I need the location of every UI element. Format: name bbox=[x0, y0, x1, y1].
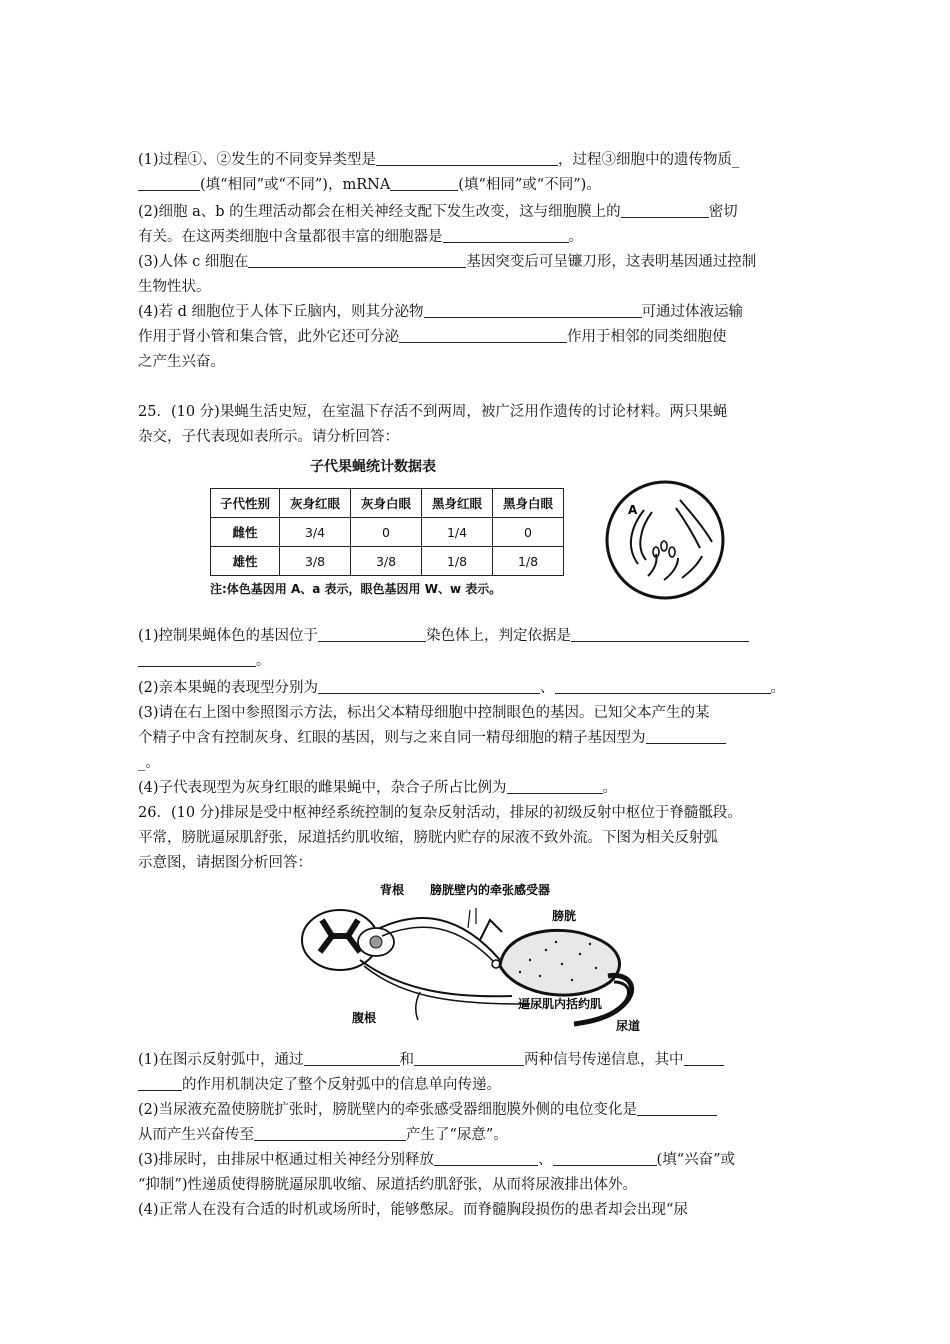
answer-blank[interactable] bbox=[553, 1148, 657, 1166]
answer-blank[interactable] bbox=[637, 1098, 717, 1116]
table-cell: 3/8 bbox=[351, 547, 422, 576]
answer-blank[interactable] bbox=[434, 1148, 538, 1166]
q24-part2 bbox=[138, 200, 818, 250]
table-cell: 1/4 bbox=[422, 518, 493, 547]
sphincter bbox=[614, 982, 629, 1010]
text: 。 bbox=[770, 680, 786, 696]
answer-blank[interactable] bbox=[138, 173, 200, 191]
cell-diagram bbox=[600, 478, 740, 608]
answer-blank[interactable] bbox=[138, 649, 256, 667]
q25-part1 bbox=[138, 624, 818, 674]
text: _。 bbox=[138, 755, 160, 771]
q26-part3 bbox=[138, 1148, 818, 1198]
table-header-cell: 黑身红眼 bbox=[422, 489, 493, 518]
text: 25．(10 分)果蝇生活史短，在室温下存活不到两周，被广泛用作遗传的讨论材料。两只果蝇 bbox=[138, 404, 728, 420]
table-header-cell: 黑身白眼 bbox=[493, 489, 564, 518]
text: (4)若 d 细胞位于人体下丘脑内，则其分泌物 bbox=[138, 304, 424, 320]
text: (3)排尿时，由排尿中枢通过相关神经分别释放 bbox=[138, 1152, 435, 1168]
table-row bbox=[211, 518, 564, 547]
answer-blank[interactable] bbox=[138, 1073, 182, 1091]
text: (填“兴奋”或 bbox=[656, 1152, 736, 1168]
table-cell: 0 bbox=[493, 518, 564, 547]
label-bladder: 膀胱 bbox=[552, 909, 577, 923]
spinal-cord bbox=[302, 910, 394, 970]
q26-intro bbox=[138, 801, 818, 876]
text: 染色体上，判定依据是 bbox=[426, 628, 572, 644]
text: 。 bbox=[602, 780, 618, 796]
answer-blank[interactable] bbox=[555, 676, 771, 694]
text: 26．(10 分)排尿是受中枢神经系统控制的复杂反射活动，排尿的初级反射中枢位于脊髓骶段。 bbox=[138, 805, 742, 821]
q24-part4 bbox=[138, 300, 818, 375]
answer-blank[interactable] bbox=[507, 776, 603, 794]
receptor-marker bbox=[480, 920, 502, 940]
text: (填“相同”或“不同”)，mRNA bbox=[200, 177, 391, 193]
text: 生物性状。 bbox=[138, 279, 211, 295]
text: 平常，膀胱逼尿肌舒张，尿道括约肌收缩，膀胱内贮存的尿液不致外流。下图为相关反射弧 bbox=[138, 830, 718, 846]
chromosome bbox=[682, 556, 702, 578]
text: (4)正常人在没有合适的时机或场所时，能够憋尿。而脊髓胸段损伤的患者却会出现“尿 bbox=[138, 1202, 688, 1218]
table-header-cell: 子代性别 bbox=[211, 489, 280, 518]
text: 和 bbox=[399, 1052, 415, 1068]
text: 、 bbox=[540, 680, 555, 696]
answer-blank[interactable] bbox=[684, 1048, 724, 1066]
table-header-cell: 灰身红眼 bbox=[280, 489, 351, 518]
text: 从而产生兴奋传至 bbox=[138, 1127, 254, 1143]
answer-blank[interactable] bbox=[399, 325, 567, 343]
label-muscles: 逼尿肌内括约肌 bbox=[518, 997, 603, 1011]
text: 作用于肾小管和集合管，此外它还可分泌 bbox=[138, 329, 399, 345]
chromosome bbox=[664, 558, 678, 580]
table-cell: 1/8 bbox=[493, 547, 564, 576]
text: 。 bbox=[256, 653, 271, 669]
table-note: 注:体色基因用 A、a 表示，眼色基因用 W、w 表示。 bbox=[210, 582, 502, 596]
table-cell: 0 bbox=[351, 518, 422, 547]
label-dorsal-root: 背根 bbox=[380, 883, 405, 897]
text: 个精子中含有控制灰身、红眼的基因，则与之来自同一精母细胞的精子基因型为 bbox=[138, 730, 646, 746]
receptor-fibers bbox=[468, 908, 476, 928]
table-cell: 3/8 bbox=[280, 547, 351, 576]
text: 示意图，请据图分析回答： bbox=[138, 855, 312, 871]
table-cell: 3/4 bbox=[280, 518, 351, 547]
text: 可通过体液运输 bbox=[641, 304, 744, 320]
text: (1)控制果蝇体色的基因位于 bbox=[138, 628, 319, 644]
q25-intro bbox=[138, 400, 818, 450]
answer-blank[interactable] bbox=[621, 200, 709, 218]
answer-blank[interactable] bbox=[571, 624, 749, 642]
text: “抑制”)性递质使得膀胱逼尿肌收缩、尿道括约肌舒张，从而将尿液排出体外。 bbox=[138, 1177, 637, 1193]
answer-blank[interactable] bbox=[390, 173, 458, 191]
text: 的作用机制决定了整个反射弧中的信息单向传递。 bbox=[182, 1077, 501, 1093]
chromosome bbox=[640, 512, 652, 560]
q26-part1 bbox=[138, 1048, 818, 1098]
gene-label-a: A bbox=[628, 503, 638, 517]
reflex-arc-diagram bbox=[290, 880, 660, 1040]
answer-blank[interactable] bbox=[248, 250, 466, 268]
table-cell: 雄性 bbox=[211, 547, 280, 576]
text: 杂交，子代表现如表所示。请分析回答： bbox=[138, 429, 399, 445]
label-stretch-receptor: 膀胱壁内的牵张感受器 bbox=[430, 883, 551, 897]
text: (1)在图示反射弧中，通过 bbox=[138, 1052, 304, 1068]
table-row bbox=[211, 547, 564, 576]
text: (4)子代表现型为灰身红眼的雌果蝇中，杂合子所占比例为 bbox=[138, 780, 507, 796]
q26-part2 bbox=[138, 1098, 818, 1148]
text: ，过程③细胞中的遗传物质_ bbox=[558, 152, 740, 168]
table-header-cell: 灰身白眼 bbox=[351, 489, 422, 518]
q25-part4 bbox=[138, 776, 818, 801]
bladder bbox=[500, 930, 620, 995]
answer-blank[interactable] bbox=[254, 1123, 406, 1141]
answer-blank[interactable] bbox=[304, 1048, 400, 1066]
q25-part2 bbox=[138, 676, 818, 701]
table-cell: 雌性 bbox=[211, 518, 280, 547]
text: (3)人体 c 细胞在 bbox=[138, 254, 249, 270]
cell-membrane bbox=[607, 482, 723, 598]
q24-part1 bbox=[138, 148, 818, 198]
text: (1)过程①、②发生的不同变异类型是 bbox=[138, 152, 377, 168]
afferent-nerve bbox=[380, 918, 500, 960]
text: (2)亲本果蝇的表现型分别为 bbox=[138, 680, 319, 696]
chromosome bbox=[631, 510, 644, 564]
text: (2)当尿液充盈使膀胱扩张时，膀胱壁内的牵张感受器细胞膜外侧的电位变化是 bbox=[138, 1102, 638, 1118]
q24-part3 bbox=[138, 250, 818, 300]
answer-blank[interactable] bbox=[376, 148, 558, 166]
table-title: 子代果蝇统计数据表 bbox=[310, 459, 436, 475]
text: 作用于相邻的同类细胞使 bbox=[567, 329, 727, 345]
chromosome bbox=[676, 508, 700, 548]
answer-blank[interactable] bbox=[424, 300, 642, 318]
answer-blank[interactable] bbox=[646, 726, 726, 744]
afferent-nerve bbox=[382, 927, 496, 964]
answer-blank[interactable] bbox=[414, 1048, 524, 1066]
q25-part3 bbox=[138, 701, 818, 776]
text: (2)细胞 a、b 的生理活动都会在相关神经支配下发生改变，这与细胞膜上的 bbox=[138, 204, 621, 220]
answer-blank[interactable] bbox=[443, 225, 569, 243]
text: 。 bbox=[568, 229, 583, 245]
text: 两种信号传递信息，其中 bbox=[524, 1052, 684, 1068]
q26-part4 bbox=[138, 1198, 818, 1223]
text: 有关。在这两类细胞中含量都很丰富的细胞器是 bbox=[138, 229, 443, 245]
answer-blank[interactable] bbox=[318, 676, 540, 694]
table-header-row bbox=[211, 489, 564, 518]
text: 基因突变后可呈镰刀形，这表明基因通过控制 bbox=[466, 254, 757, 270]
label-urethra: 尿道 bbox=[616, 1019, 641, 1033]
text: (3)请在右上图中参照图示方法，标出父本精母细胞中控制眼色的基因。已知父本产生的某 bbox=[138, 705, 710, 721]
chromosome-small bbox=[669, 547, 675, 557]
ventral-root-line bbox=[416, 992, 420, 1020]
text: (填“相同”或“不同”)。 bbox=[458, 177, 601, 193]
text: 之产生兴奋。 bbox=[138, 354, 225, 370]
answer-blank[interactable] bbox=[318, 624, 426, 642]
offspring-table bbox=[210, 488, 564, 576]
label-ventral-root: 腹根 bbox=[352, 1011, 377, 1025]
table-cell: 1/8 bbox=[422, 547, 493, 576]
text: 密切 bbox=[708, 204, 738, 220]
text: 产生了“尿意”。 bbox=[406, 1127, 508, 1143]
text: 、 bbox=[538, 1152, 553, 1168]
chromosome-small bbox=[661, 541, 667, 551]
